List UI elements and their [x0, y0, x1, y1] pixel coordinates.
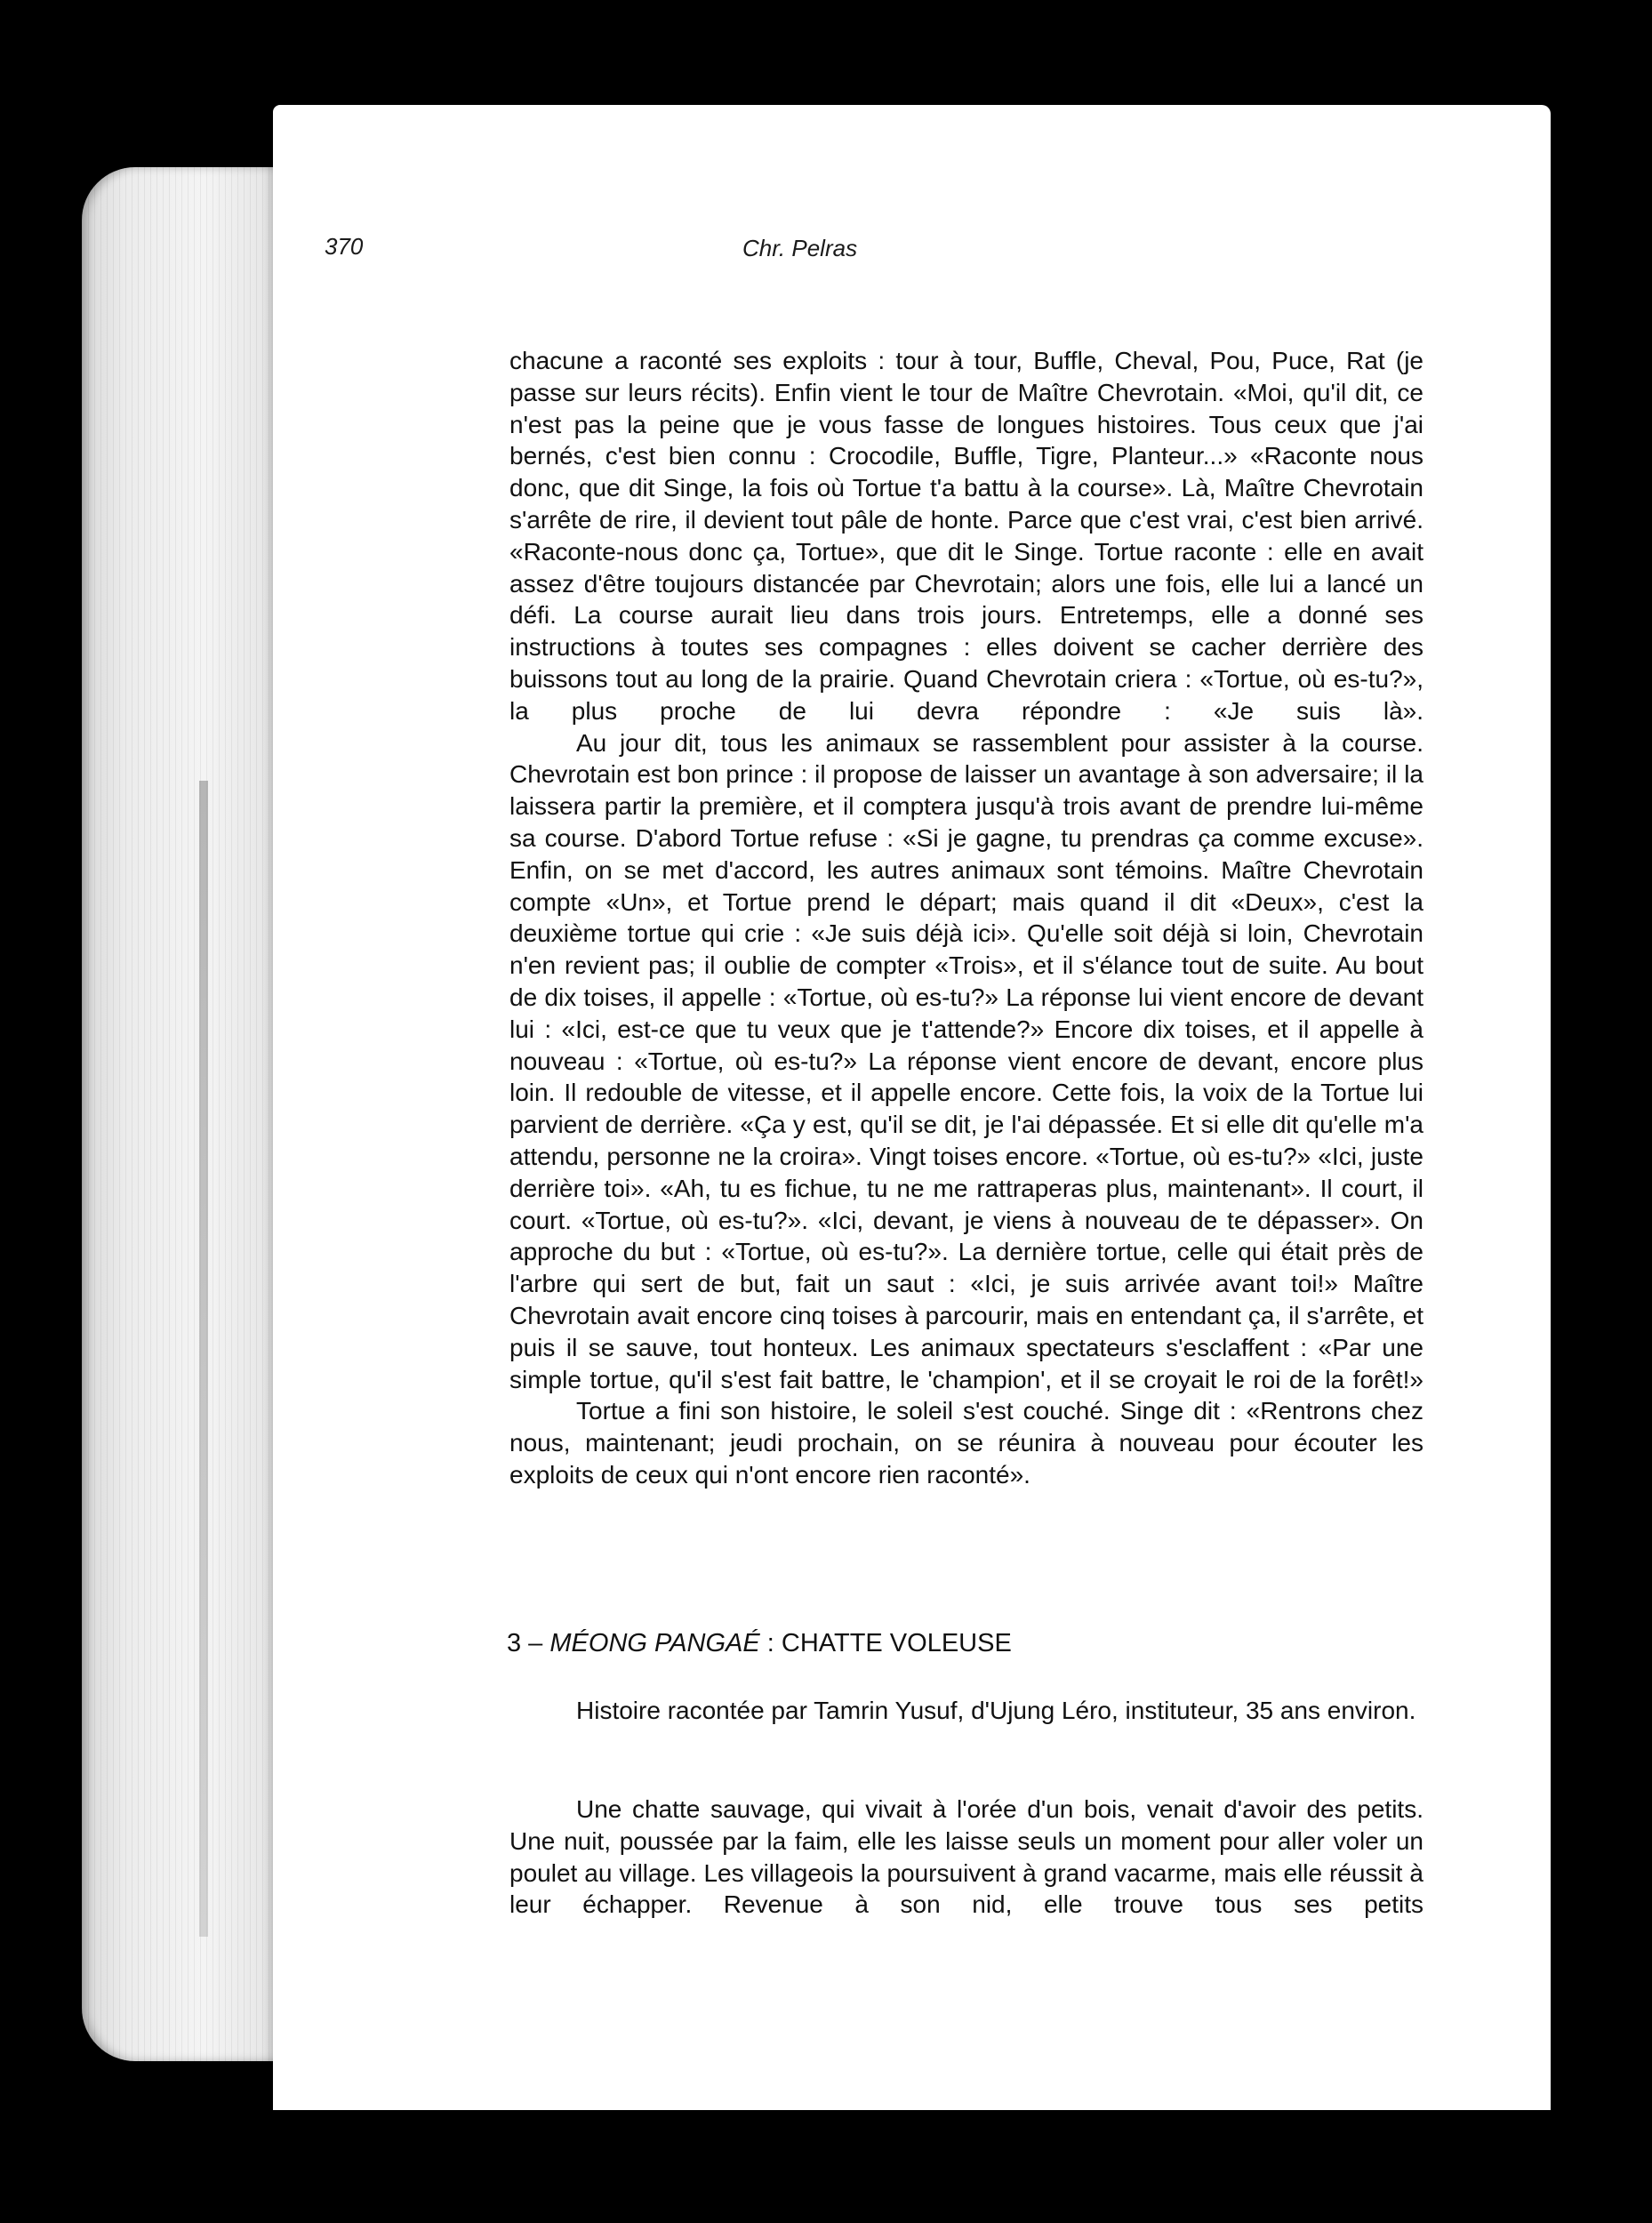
running-head-author: Chr. Pelras — [742, 235, 858, 261]
section-number: 3 – — [507, 1629, 543, 1657]
page-edge-lines — [82, 167, 304, 2061]
section-title-italic: MÉONG PANGAÉ — [549, 1629, 760, 1657]
story-intro: Histoire racontée par Tamrin Yusuf, d'Ujung Léro, instituteur, 35 ans environ. — [576, 1697, 1416, 1724]
paragraph: Tortue a fini son histoire, le soleil s'est couché. Singe dit : «Rentrons chez nous, maintenant; jeudi prochain, on se réunira à nouveau pour écouter les exploits de ceux qui n'ont encore rien raconté». — [509, 1397, 1423, 1489]
paragraph: Une chatte sauvage, qui vivait à l'orée d'un bois, venait d'avoir des petits. Une nuit, poussée par la faim, elle les laisse seuls un moment pour aller voler un poulet au village. Les villageois la poursuivent à grand vacarme, mais elle réussit à leur échapper. Revenue à son nid, elle trouve tous ses petits — [509, 1795, 1423, 1919]
running-head — [325, 233, 1214, 263]
body-text — [509, 345, 1423, 1491]
bleed-through-mark — [199, 781, 208, 1937]
paragraph: chacune a raconté ses exploits : tour à tour, Buffle, Cheval, Pou, Puce, Rat (je passe sur leurs récits). Enfin vient le tour de Maître Chevrotain. «Moi, qu'il dit, ce n'est pas la peine que je vous fasse de longues histoires. Tous ceux que j'ai bernés, c'est bien connu : Crocodile, Buffle, Tigre, Planteur...» «Raconte nous donc, que dit Singe, la fois où Tortue t'a battu à la course». Là, Maître Chevrotain s'arrête de rire, il devient tout pâle de honte. Parce que c'est vrai, c'est bien arrivé. «Raconte-nous donc ça, Tortue», que dit le Singe. Tortue raconte : elle en avait assez d'être toujours distancée par Chevrotain; alors une fois, elle lui a lancé un défi. La course aurait lieu dans trois jours. Entretemps, elle a donné ses instructions à toutes ses compagnes : elles doivent se cacher derrière des buissons tout au long de la prairie. Quand Chevrotain criera : «Tortue, où es-tu?», la plus proche de lui devra répondre : «Je suis là». — [509, 347, 1423, 725]
paragraph: Au jour dit, tous les animaux se rassemblent pour assister à la course. Chevrotain est bon prince : il propose de laisser un avantage à son adversaire; il la laissera partir la première, et il comptera jusqu'à trois avant de prendre lui-même sa course. D'abord Tortue refuse : «Si je gagne, tu prendras ça comme excuse». Enfin, on se met d'accord, les autres animaux sont témoins. Maître Chevrotain compte «Un», et Tortue prend le départ; mais quand il dit «Deux», c'est la deuxième tortue qui crie : «Je suis déjà ici». Qu'elle soit déjà si loin, Chevrotain n'en revient pas; il oublie de compter «Trois», et il s'élance tout de suite. Au bout de dix toises, il appelle : «Tortue, où es-tu?» La réponse lui vient encore de devant lui : «Ici, est-ce que tu veux que je t'attende?» Encore dix toises, et il appelle à nouveau : «Tortue, où es-tu?» La réponse vient encore de devant, encore plus loin. Il redouble de vitesse, et il appelle encore. Cette fois, la voix de la Tortue lui parvient de derrière. «Ça y est, qu'il se dit, je l'ai dépassée. Et si elle dit qu'elle m'a attendu, personne ne la croira». Vingt toises encore. «Tortue, où es-tu?» «Ici, juste derrière toi». «Ah, tu es fichue, tu ne me rattraperas plus, maintenant». Il court, il court. «Tortue, où es-tu?». «Ici, devant, je viens à nouveau de te dépasser». On approche du but : «Tortue, où es-tu?». La dernière tortue, celle qui était près de l'arbre qui sert de but, fait un saut : «Ici, je suis arrivée avant toi!» Maître Chevrotain avait encore cinq toises à parcourir, mais en entendant ça, il s'arrête, et puis il se sauve, tout honteux. Les animaux spectateurs s'esclaffent : «Par une simple tortue, qu'il s'est fait battre, le 'champion', et il se croyait le roi de la forêt!» — [509, 728, 1423, 1393]
section-heading — [507, 1629, 1012, 1658]
section-title: : CHATTE VOLEUSE — [759, 1629, 1012, 1657]
page-number: 370 — [325, 233, 364, 260]
